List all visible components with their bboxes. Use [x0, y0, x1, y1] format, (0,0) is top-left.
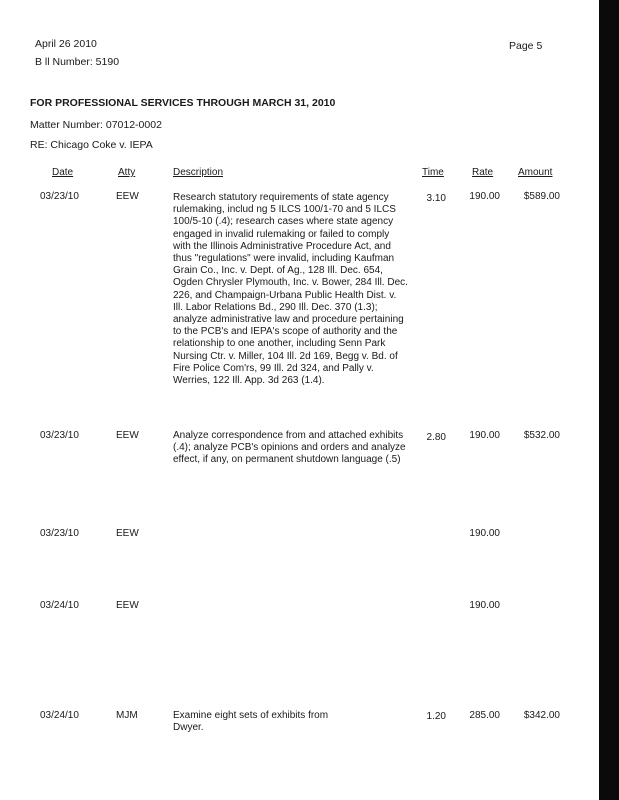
entry-atty: EEW — [116, 528, 139, 539]
col-description-header: Description — [173, 167, 224, 178]
entry-description: Examine eight sets of exhibits from Dwyer. — [173, 710, 329, 734]
scan-edge-bar — [599, 0, 619, 800]
entry-rate: 285.00 — [469, 710, 500, 721]
re-line: RE: Chicago Coke v. IEPA — [30, 139, 153, 151]
entry-time: 3.10 — [426, 193, 446, 204]
entry-atty: EEW — [116, 430, 139, 441]
entry-date: 03/23/10 — [40, 430, 79, 441]
col-date-header: Date — [52, 167, 74, 178]
page-number: Page 5 — [509, 40, 543, 52]
entry-date: 03/24/10 — [40, 600, 79, 611]
entry-rate: 190.00 — [469, 600, 500, 611]
bill-number: B ll Number: 5190 — [35, 56, 120, 68]
entry-amount: $532.00 — [523, 430, 560, 441]
entry-amount: $342.00 — [523, 710, 560, 721]
col-amount-header: Amount — [518, 167, 553, 178]
matter-number: Matter Number: 07012-0002 — [30, 119, 162, 131]
entry-date: 03/24/10 — [40, 710, 79, 721]
entry-date: 03/23/10 — [40, 528, 79, 539]
entry-description: Research statutory requirements of state agency rulemaking, includ ng 5 ILCS 100/1-70 and 5 ILCS 100/5-10 (.4); research cases where state agency engaged in invalid rulemaking or failed to comply with the Illinois Administrative Procedure Act, and thus "regulations" were invalid, including Kaufman Grain Co., Inc. v. Dept. of Ag., 128 Ill. Dec. 654, Ogden Chrysler Plymouth, Inc. v. Bower, 284 Ill. Dec. 226, and Champaign-Urbana Public Health Dist. v. Ill. Labor Relations Bd., 290 Ill. Dec. 370 (1.3); analyze administrative law and procedure pertaining to the PCB's and IEPA's scope of authority and the relationship to one another, including Senn Park Nursing Ctr. v. Miller, 104 Ill. 2d 169, Begg v. Bd. of Fire Police Com'rs, 99 Ill. 2d 324, and Pally v. Werries, 122 Ill. App. 3d 263 (1.4). — [173, 192, 408, 387]
col-rate-header: Rate — [472, 167, 494, 178]
document-title: FOR PROFESSIONAL SERVICES THROUGH MARCH 31, 2010 — [30, 97, 336, 109]
entry-rate: 190.00 — [469, 528, 500, 539]
entry-amount: $589.00 — [523, 191, 560, 202]
header-date: April 26 2010 — [35, 38, 97, 50]
col-time-header: Time — [422, 167, 444, 178]
entry-date: 03/23/10 — [40, 191, 79, 202]
entry-time: 1.20 — [426, 711, 446, 722]
entry-rate: 190.00 — [469, 191, 500, 202]
entry-atty: MJM — [116, 710, 138, 721]
col-atty-header: Atty — [118, 167, 136, 178]
entry-description: Analyze correspondence from and attached exhibits (.4); analyze PCB's opinions and orders and analyze effect, if any, on permanent shutdown language (.5) — [173, 430, 406, 466]
entry-time: 2.80 — [426, 432, 446, 443]
entry-atty: EEW — [116, 191, 139, 202]
entry-atty: EEW — [116, 600, 139, 611]
entry-rate: 190.00 — [469, 430, 500, 441]
